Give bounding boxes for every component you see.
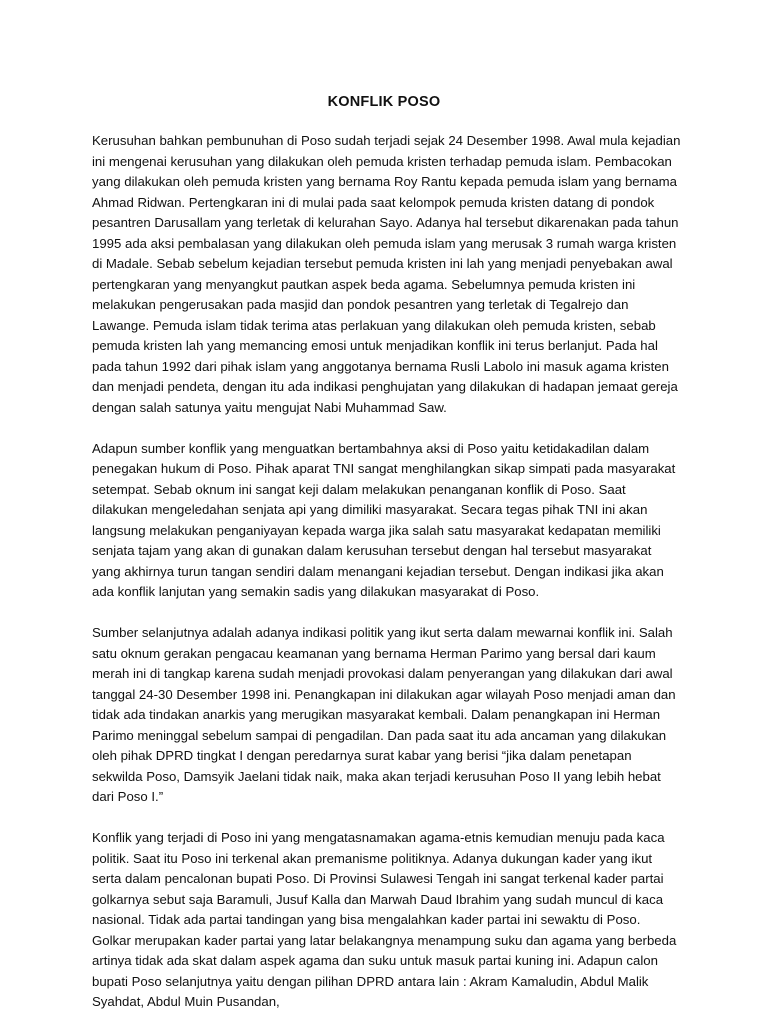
- paragraph: Kerusuhan bahkan pembunuhan di Poso sudah terjadi sejak 24 Desember 1998. Awal mula kejadian ini mengenai kerusuhan yang dilakukan oleh pemuda kristen terhadap pemuda islam. Pembacokan yang dilakukan oleh pemuda kristen yang bernama Roy Rantu kepada pemuda islam yang bernama Ahmad Ridwan. Pertengkaran ini di mulai pada saat kelompok pemuda kristen datang di pondok pesantren Darusallam yang terletak di kelurahan Sayo. Adanya hal tersebut dikarenakan pada tahun 1995 ada aksi pembalasan yang dilakukan oleh pemuda islam yang merusak 3 rumah warga kristen di Madale. Sebab sebelum kejadian tersebut pemuda kristen ini lah yang menjadi penyebakan awal pertengkaran yang menyangkut pautkan aspek beda agama. Sebelumnya pemuda kristen ini melakukan pengerusakan pada masjid dan pondok pesantren yang terletak di Tegalrejo dan Lawange. Pemuda islam tidak terima atas perlakuan yang dilakukan oleh pemuda kristen, sebab pemuda kristen lah yang memancing emosi untuk menjadikan konflik ini terus berlanjut. Pada hal pada tahun 1992 dari pihak islam yang anggotanya bernama Rusli Labolo ini masuk agama kristen dan menjadi pendeta, dengan itu ada indikasi penghujatan yang dilakukan di hadapan jemaat gereja dengan salah satunya yaitu mengujat Nabi Muhammad Saw.: [92, 133, 681, 415]
- paragraph: Konflik yang terjadi di Poso ini yang mengatasnamakan agama-etnis kemudian menuju pada kaca politik. Saat itu Poso ini terkenal akan premanisme politiknya. Adanya dukungan kader yang ikut serta dalam pencalonan bupati Poso. Di Provinsi Sulawesi Tengah ini sangat terkenal kader partai golkarnya sebut saja Baramuli, Jusuf Kalla dan Marwah Daud Ibrahim yang sudah muncul di kaca nasional. Tidak ada partai tandingan yang bisa mengalahkan kader partai ini sewaktu di Poso. Golkar merupakan kader partai yang latar belakangnya menampung suku dan agama yang berbeda artinya tidak ada skat dalam aspek agama dan suku untuk masuk partai kuning ini. Adapun calon bupati Poso selanjutnya yaitu dengan pilihan DPRD antara lain : Akram Kamaludin, Abdul Malik Syahdat, Abdul Muin Pusandan,: [92, 830, 677, 1009]
- document-body: [92, 131, 682, 1013]
- paragraph: Adapun sumber konflik yang menguatkan bertambahnya aksi di Poso yaitu ketidakadilan dalam penegakan hukum di Poso. Pihak aparat TNI sangat menghilangkan sikap simpati pada masyarakat setempat. Sebab oknum ini sangat keji dalam melakukan penanganan konflik di Poso. Saat dilakukan mengeledahan senjata api yang dimiliki masyarakat. Secara tegas pihak TNI ini akan langsung melakukan penganiyayan kepada warga jika salah satu masyarakat kedapatan memiliki senjata tajam yang akan di gunakan dalam kerusuhan tersebut dengan hal tersebut masyarakat yang akhirnya turun tangan sendiri dalam menangani kejadian tersebut. Dengan indikasi jika akan ada konflik lanjutan yang semakin sadis yang dilakukan masyarakat di Poso.: [92, 440, 676, 599]
- document-title: KONFLIK POSO: [327, 94, 441, 110]
- paragraph: Sumber selanjutnya adalah adanya indikasi politik yang ikut serta dalam mewarnai konflik ini. Salah satu oknum gerakan pengacau keamanan yang bernama Herman Parimo yang bersal dari kaum merah ini di tangkap karena sudah menjadi provokasi dalam penyerangan yang dilakukan dari awal tanggal 24-30 Desember 1998 ini. Penangkapan ini dilakukan agar wilayah Poso menjadi aman dan tidak ada tindakan anarkis yang merugikan masyarakat kembali. Dalam penangkapan ini Herman Parimo meninggal sebelum sampai di pengadilan. Dan pada saat itu ada ancaman yang dilakukan oleh pihak DPRD tingkat I dengan peredarnya surat kabar yang berisi “jika dalam penetapan sekwilda Poso, Damsyik Jaelani tidak naik, maka akan terjadi kerusuhan Poso II yang lebih hebat dari Poso I.”: [92, 625, 676, 804]
